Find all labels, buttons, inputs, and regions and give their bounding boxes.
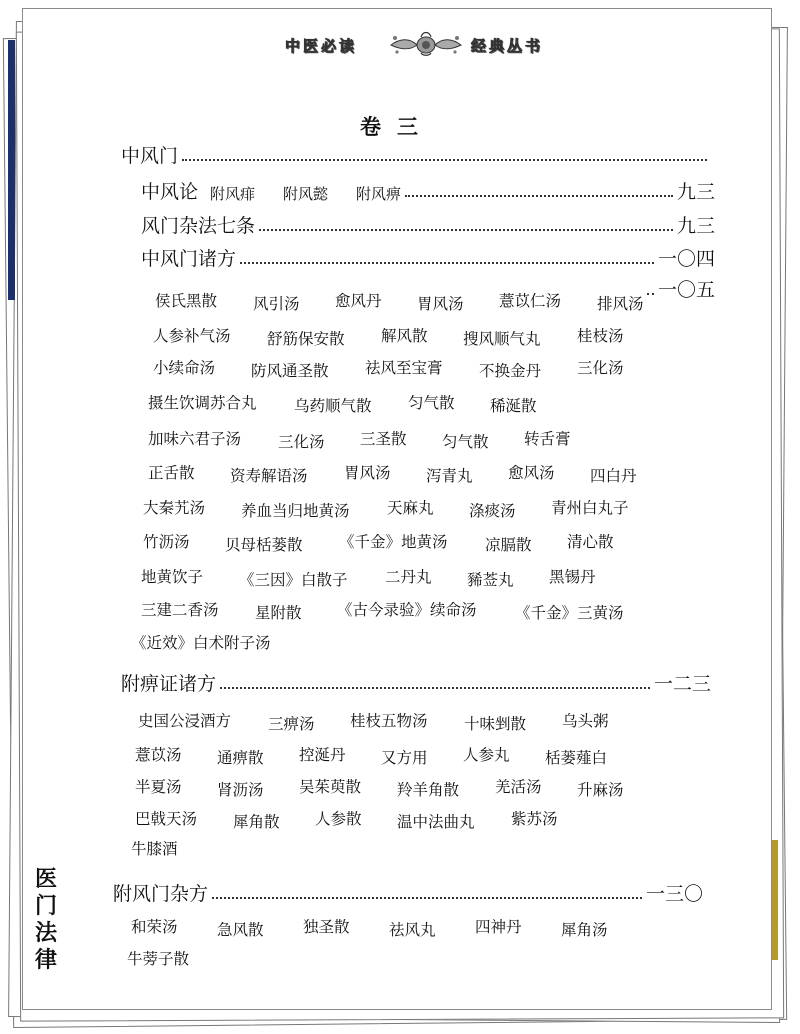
formula-item: 肾沥汤: [217, 781, 264, 799]
decorative-emblem-icon: [385, 29, 467, 57]
formula-item: 排风汤: [597, 295, 644, 313]
formula-item: 清心散: [567, 533, 614, 551]
formula-item: 竹沥汤: [143, 533, 190, 551]
formula-item: 《千金》三黄汤: [515, 604, 624, 622]
toc-entry-title: 附痹证诸方: [121, 673, 217, 695]
formula-item: 加味六君子汤: [148, 430, 242, 448]
formula-item: 十味剉散: [464, 715, 527, 733]
formula-item: 人参散: [315, 810, 362, 828]
dot-leader: [220, 687, 650, 689]
formula-item: 豨莶丸: [467, 571, 514, 589]
formula-item: 犀角汤: [561, 921, 608, 939]
formula-item: 地黄饮子: [141, 568, 204, 586]
formula-item: 正舌散: [148, 464, 195, 482]
formula-item: 薏苡汤: [135, 746, 182, 764]
formula-item: 不换金丹: [479, 362, 542, 380]
formula-item: 薏苡仁汤: [499, 292, 562, 310]
toc-subentry: 附风懿: [283, 185, 329, 203]
formula-item: 乌头粥: [562, 712, 609, 730]
formula-item: 青州白丸子: [551, 499, 629, 517]
toc-subentry: 附风痹: [356, 185, 402, 203]
formula-item: 三痹汤: [268, 715, 315, 733]
formula-item: 贝母栝蒌散: [225, 536, 303, 554]
formula-item: 匀气散: [442, 433, 489, 451]
toc-entry-title: 附风门杂方: [113, 883, 209, 905]
toc-entry-title: 风门杂法七条: [141, 215, 256, 237]
formula-item: 胃风汤: [344, 464, 391, 482]
formula-item: 紫苏汤: [511, 810, 558, 828]
formula-item: 人参补气汤: [153, 327, 231, 345]
formula-item: 涤痰汤: [469, 502, 516, 520]
formula-item: 《近效》白术附子汤: [131, 634, 271, 652]
page-number: 一〇五: [657, 279, 715, 301]
formula-item: 升麻汤: [577, 781, 624, 799]
formula-item: 桂枝五物汤: [350, 712, 428, 730]
toc-entry-fengmen-za[interactable]: [113, 879, 703, 906]
formula-item: 祛风至宝膏: [365, 359, 443, 377]
dot-leader: [212, 897, 642, 899]
formula-item: 《古今录验》续命汤: [337, 601, 477, 619]
formula-item: 史国公浸酒方: [138, 712, 232, 730]
formula-item: 三建二香汤: [141, 601, 219, 619]
formula-item: 养血当归地黄汤: [241, 502, 350, 520]
formula-item: 摄生饮调苏合丸: [148, 394, 257, 412]
formula-item: 人参丸: [463, 746, 510, 764]
formula-item: 风引汤: [253, 295, 300, 313]
toc-entry-fengmen-zafa[interactable]: [141, 211, 715, 238]
series-title-left: 中医必读: [285, 37, 358, 55]
formula-item: 《三因》白散子: [239, 571, 348, 589]
formula-item: 解风散: [381, 327, 428, 345]
page-number: 一〇四: [657, 248, 715, 270]
dot-leader: [240, 262, 654, 264]
formula-item: 凉膈散: [485, 536, 532, 554]
page-number: 一三〇: [645, 883, 703, 905]
formula-item: 吴茱萸散: [299, 778, 362, 796]
formula-item: 巴戟天汤: [135, 810, 198, 828]
formula-item: 匀气散: [408, 394, 455, 412]
formula-item: 急风散: [217, 921, 264, 939]
formula-item: 温中法曲丸: [397, 813, 475, 831]
formula-item: 小续命汤: [153, 359, 216, 377]
formula-item: 星附散: [255, 604, 302, 622]
formula-item: 栝蒌薤白: [545, 749, 608, 767]
formula-item: 半夏汤: [135, 778, 182, 796]
formula-item: 侯氏黑散: [155, 292, 218, 310]
formula-item: 三圣散: [360, 430, 407, 448]
formula-item: 三化汤: [577, 359, 624, 377]
formula-item: 乌药顺气散: [294, 397, 372, 415]
formula-item: 转舌膏: [524, 430, 571, 448]
volume-title: 卷三: [360, 115, 434, 139]
formula-item: 和荣汤: [131, 918, 178, 936]
formula-item: 三化汤: [278, 433, 325, 451]
dot-leader: [182, 159, 707, 161]
dot-leader: [647, 293, 654, 295]
formula-item: 天麻丸: [387, 499, 434, 517]
series-title-right: 经典丛书: [471, 37, 544, 55]
formula-item: 胃风汤: [417, 295, 464, 313]
formula-item: 舒筋保安散: [267, 330, 345, 348]
toc-entry-title: 中风门: [121, 145, 179, 167]
toc-entry-bizheng[interactable]: [121, 669, 711, 696]
page-number: 九三: [676, 181, 715, 203]
book-title-vertical: 医 门 法 律: [34, 866, 57, 973]
formula-item: 愈风汤: [508, 464, 555, 482]
formula-item: 牛膝酒: [131, 840, 178, 858]
formula-item: 《千金》地黄汤: [339, 533, 448, 551]
formula-item: 羚羊角散: [397, 781, 460, 799]
formula-item: 愈风丹: [335, 292, 382, 310]
formula-item: 大秦艽汤: [143, 499, 206, 517]
formula-item: 黑锡丹: [549, 568, 596, 586]
cover-edge-gold: [772, 840, 778, 960]
toc-entry-zhongfenglun[interactable]: [141, 177, 715, 204]
toc-entry-zhongfeng-page: [643, 275, 715, 302]
toc-entry-title: 中风论: [141, 181, 199, 203]
dot-leader: [405, 195, 673, 197]
book-page: [22, 8, 772, 1010]
formula-item: 资寿解语汤: [230, 467, 308, 485]
formula-item: 搜风顺气丸: [463, 330, 541, 348]
formula-item: 羌活汤: [495, 778, 542, 796]
formula-item: 二丹丸: [385, 568, 432, 586]
formula-item: 犀角散: [233, 813, 280, 831]
formula-item: 四白丹: [590, 467, 637, 485]
dot-leader: [259, 229, 673, 231]
toc-entry-zhongfengmen[interactable]: [121, 141, 711, 168]
formula-item: 通痹散: [217, 749, 264, 767]
formula-item: 独圣散: [303, 918, 350, 936]
formula-item: 又方用: [381, 749, 428, 767]
formula-item: 泻青丸: [426, 467, 473, 485]
formula-item: 祛风丸: [389, 921, 436, 939]
formula-item: 防风通圣散: [251, 362, 329, 380]
formula-item: 牛蒡子散: [127, 950, 190, 968]
formula-item: 控涎丹: [299, 746, 346, 764]
toc-subentry: 附风痱: [210, 185, 256, 203]
toc-entry-zhongfeng-zhufang[interactable]: [141, 244, 715, 271]
page-number: 一二三: [653, 673, 711, 695]
formula-item: 桂枝汤: [577, 327, 624, 345]
page-number: 九三: [676, 215, 715, 237]
formula-item: 稀涎散: [490, 397, 537, 415]
cover-edge-blue: [8, 40, 15, 300]
toc-entry-title: 中风门诸方: [141, 248, 237, 270]
formula-item: 四神丹: [475, 918, 522, 936]
